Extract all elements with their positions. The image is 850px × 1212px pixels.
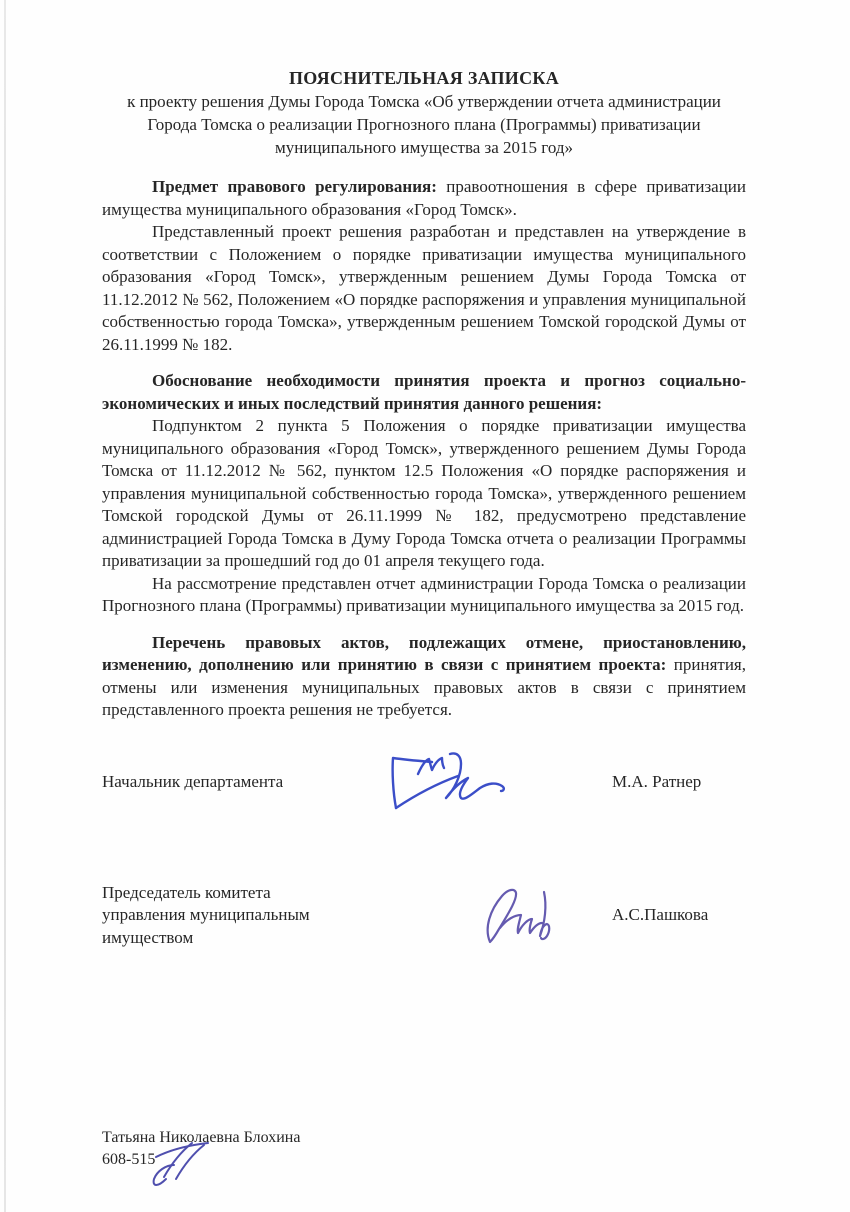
signature-row-committee-chair xyxy=(102,882,746,950)
signature-name-label: М.А. Ратнер xyxy=(612,772,702,792)
paragraph-subject xyxy=(102,176,746,221)
paragraph-acts xyxy=(102,632,746,722)
paragraph-presented: Представленный проект решения разработан и представлен на утверждение в соответствии с Положением о порядке приватизации имущества муниципального образования «Город Томск», утвержденным решением Думы Города Томска от 11.12.2012 № 562, Положением «О порядке распоряжения и управления муниципальной собственностью города Томска», утвержденным решением Томской городской Думы от 26.11.1999 № 182. xyxy=(102,222,746,354)
signature-position-label: Начальник департамента xyxy=(102,772,284,792)
paragraph-review: На рассмотрение представлен отчет администрации Города Томска о реализации Прогнозного плана (Программы) приватизации муниципального имущества за 2015 год. xyxy=(102,573,746,615)
executor-paraph-mark xyxy=(150,1137,230,1189)
paragraph-subpoint: Подпунктом 2 пункта 5 Положения о порядке приватизации имущества муниципального образования «Город Томск», утвержденного решением Думы Города Томска от 11.12.2012 № 562, пунктом 12.5 Положения «О порядке распоряжения и управления муниципальной собственностью города Томска», утвержденного решением Томской городской Думы от 26.11.1999 № 182, предусмотрено представление администрацией Города Томска в Думу Города Томска отчета о реализации Программы приватизации за прошедший год до 01 апреля текущего года. xyxy=(102,416,746,570)
subject-lead-text: Предмет правового регулирования: xyxy=(152,177,437,196)
signature-pashkova-mark xyxy=(478,884,578,946)
scan-edge-line xyxy=(4,0,6,1212)
signature-row-department-head xyxy=(102,748,746,818)
acts-lead-text: Перечень правовых актов, подлежащих отмене, приостановлению, изменению, дополнению или принятию в связи с принятием проекта: xyxy=(102,632,746,674)
document-title: ПОЯСНИТЕЛЬНАЯ ЗАПИСКА xyxy=(288,68,560,88)
document-subtitle: к проекту решения Думы Города Томска «Об утверждении отчета администрации Города Томска о реализации Прогнозного плана (Программы) приватизации муниципального имущества за 2015 год» xyxy=(127,92,721,157)
acts-body-text: принятия, отмены или изменения муниципальных правовых актов в связи с принятием представленного проекта решения не требуется. xyxy=(102,655,746,719)
signature-position-label: Председатель комитета управления муниципальным имуществом xyxy=(102,882,310,947)
executor-footer xyxy=(102,1127,746,1171)
justification-heading: Обоснование необходимости принятия проекта и прогноз социально-экономических и иных последствий принятия данного решения: xyxy=(102,371,746,413)
signature-ratner-mark xyxy=(362,748,522,818)
subject-body-text: правоотношения в сфере приватизации имущества муниципального образования «Город Томск». xyxy=(102,177,746,219)
handwritten-signature-icon xyxy=(478,884,578,946)
executor-phone: 608-515 xyxy=(102,1151,156,1168)
handwritten-signature-icon xyxy=(362,748,522,818)
handwritten-paraph-icon xyxy=(150,1137,230,1189)
executor-name: Татьяна Николаевна Блохина xyxy=(102,1129,301,1146)
signature-name-label: А.С.Пашкова xyxy=(612,905,709,924)
